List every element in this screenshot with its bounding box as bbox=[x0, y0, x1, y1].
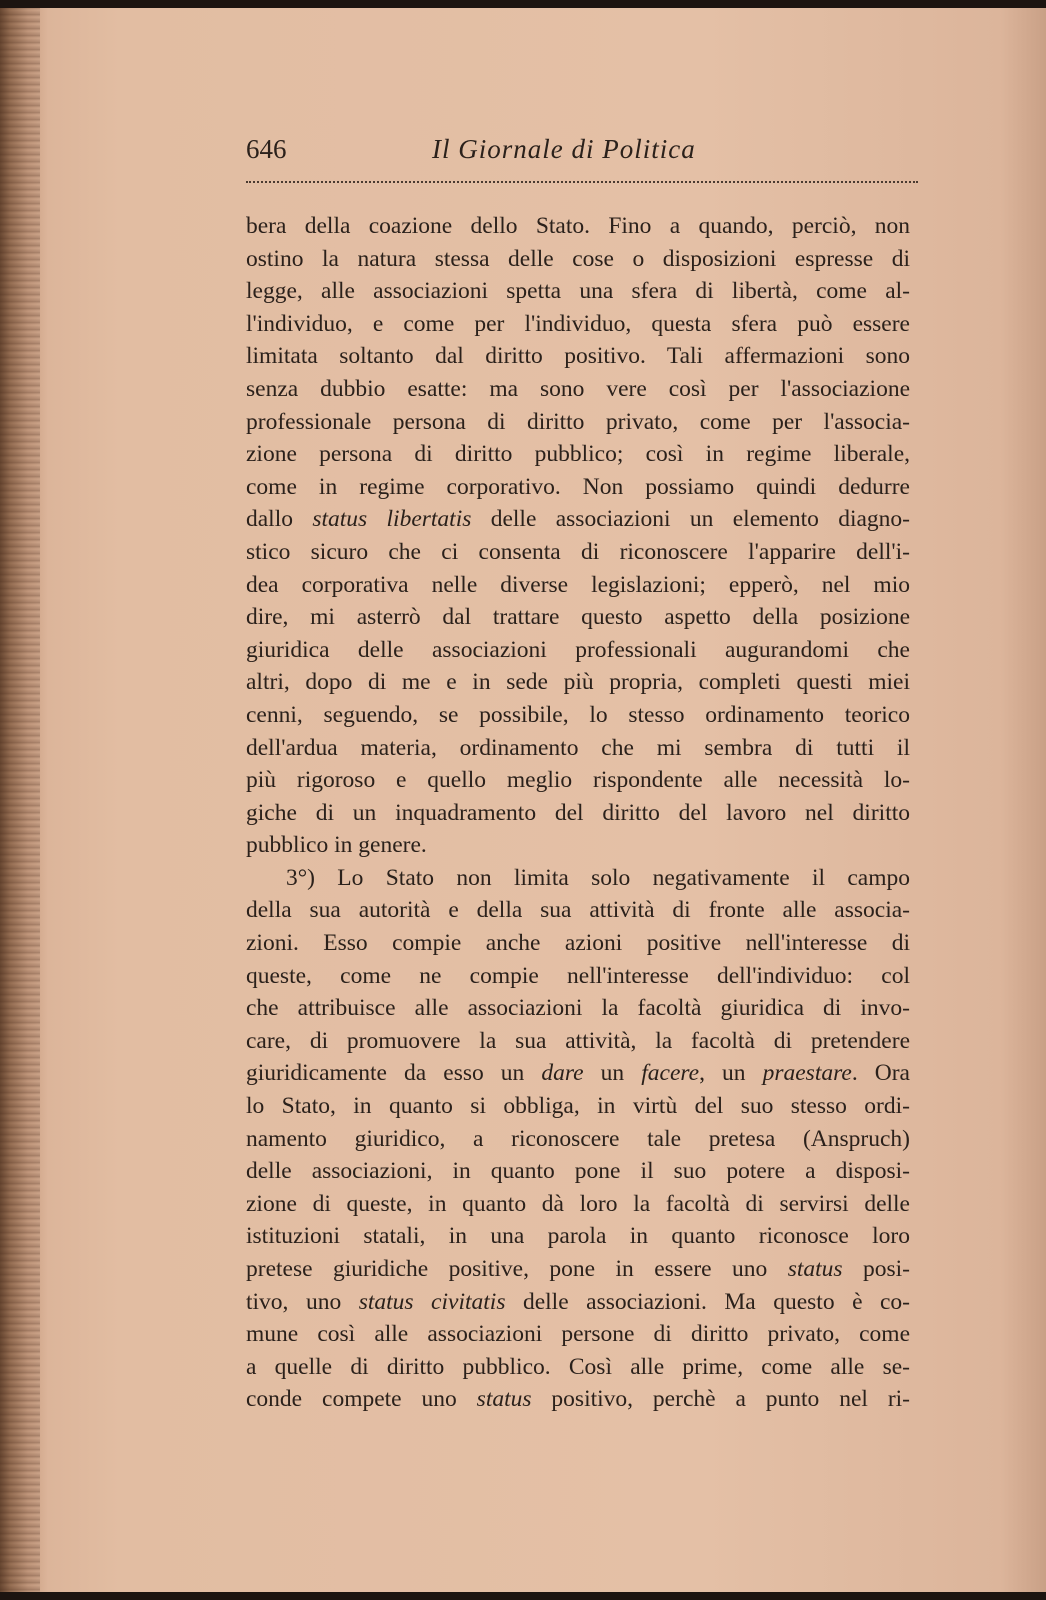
header-dotted-rule bbox=[246, 181, 918, 183]
text-line: l'individuo, e come per l'individuo, questa sfera può essere bbox=[246, 310, 910, 337]
text-line: zione persona di diritto pubblico; così in regime liberale, bbox=[246, 441, 910, 468]
text-line: come in regime corporativo. Non possiamo quindi dedurre bbox=[246, 473, 910, 500]
text-line: a quelle di diritto pubblico. Così alle prime, come alle se- bbox=[246, 1353, 910, 1380]
text-line: stico sicuro che ci consenta di riconoscere l'apparire dell'i- bbox=[246, 538, 910, 565]
text-line: delle associazioni, in quanto pone il suo potere a disposi- bbox=[246, 1158, 910, 1185]
text-line: istituzioni statali, in una parola in quanto riconosce loro bbox=[246, 1223, 910, 1250]
text-line: conde compete uno status positivo, perchè a punto nel ri- bbox=[246, 1386, 911, 1413]
text-line: 3°) Lo Stato non limita solo negativamente il campo bbox=[286, 864, 910, 891]
text-line: zioni. Esso compie anche azioni positive nell'interesse di bbox=[246, 930, 910, 957]
text-line: legge, alle associazioni spetta una sfera di libertà, come al- bbox=[246, 278, 910, 305]
text-line: dallo status libertatis delle associazioni un elemento diagno- bbox=[246, 506, 910, 533]
text-line: mune così alle associazioni persone di diritto privato, come bbox=[246, 1321, 910, 1348]
text-line: pretese giuridiche positive, pone in essere uno status posi- bbox=[246, 1256, 910, 1282]
text-line: zione di queste, in quanto dà loro la facoltà di servirsi delle bbox=[246, 1190, 910, 1217]
text-line: più rigoroso e quello meglio rispondente alle necessità lo- bbox=[246, 767, 910, 794]
scan-bottom-border bbox=[0, 1592, 1046, 1600]
text-line: altri, dopo di me e in sede più propria, completi questi miei bbox=[246, 669, 910, 696]
text-line: pubblico in genere. bbox=[246, 832, 427, 859]
text-line: bera della coazione dello Stato. Fino a quando, perciò, non bbox=[246, 213, 910, 239]
running-title: Il Giornale di Politica bbox=[432, 134, 696, 164]
text-line: giuridica delle associazioni professionali augurandomi che bbox=[246, 636, 910, 663]
text-line: giche di un inquadramento del diritto del lavoro nel diritto bbox=[246, 799, 910, 826]
scan-top-border bbox=[0, 0, 1046, 8]
text-line: professionale persona di diritto privato, come per l'associa- bbox=[246, 408, 910, 435]
text-line: della sua autorità e della sua attività di fronte alle associa- bbox=[246, 897, 910, 924]
text-line: giuridicamente da esso un dare un facere, un praestare. Ora bbox=[246, 1060, 910, 1087]
text-line: queste, come ne compie nell'interesse dell'individuo: col bbox=[246, 962, 910, 989]
text-line: care, di promuovere la sua attività, la facoltà di pretendere bbox=[246, 1027, 910, 1054]
text-line: tivo, uno status civitatis delle associazioni. Ma questo è co- bbox=[246, 1288, 911, 1315]
text-line: che attribuisce alle associazioni la facoltà giuridica di invo- bbox=[246, 995, 910, 1022]
text-line: dell'ardua materia, ordinamento che mi sembra di tutti il bbox=[246, 734, 910, 761]
body-text bbox=[246, 210, 910, 1416]
text-line: senza dubbio esatte: ma sono vere così per l'associazione bbox=[246, 375, 910, 402]
book-spine-edge bbox=[0, 0, 40, 1600]
text-line: lo Stato, in quanto si obbliga, in virtù del suo stesso ordi- bbox=[246, 1093, 910, 1120]
text-line: cenni, seguendo, se possibile, lo stesso ordinamento teorico bbox=[246, 701, 910, 728]
page-number: 646 bbox=[246, 134, 287, 164]
text-line: ostino la natura stessa delle cose o disposizioni espresse di bbox=[246, 245, 910, 272]
text-line: dea corporativa nelle diverse legislazioni; epperò, nel mio bbox=[246, 571, 910, 598]
text-line: limitata soltanto dal diritto positivo. Tali affermazioni sono bbox=[246, 343, 910, 370]
running-header bbox=[246, 134, 916, 174]
text-line: namento giuridico, a riconoscere tale pretesa (Anspruch) bbox=[246, 1125, 910, 1152]
text-line: dire, mi asterrò dal trattare questo aspetto della posizione bbox=[246, 604, 910, 631]
